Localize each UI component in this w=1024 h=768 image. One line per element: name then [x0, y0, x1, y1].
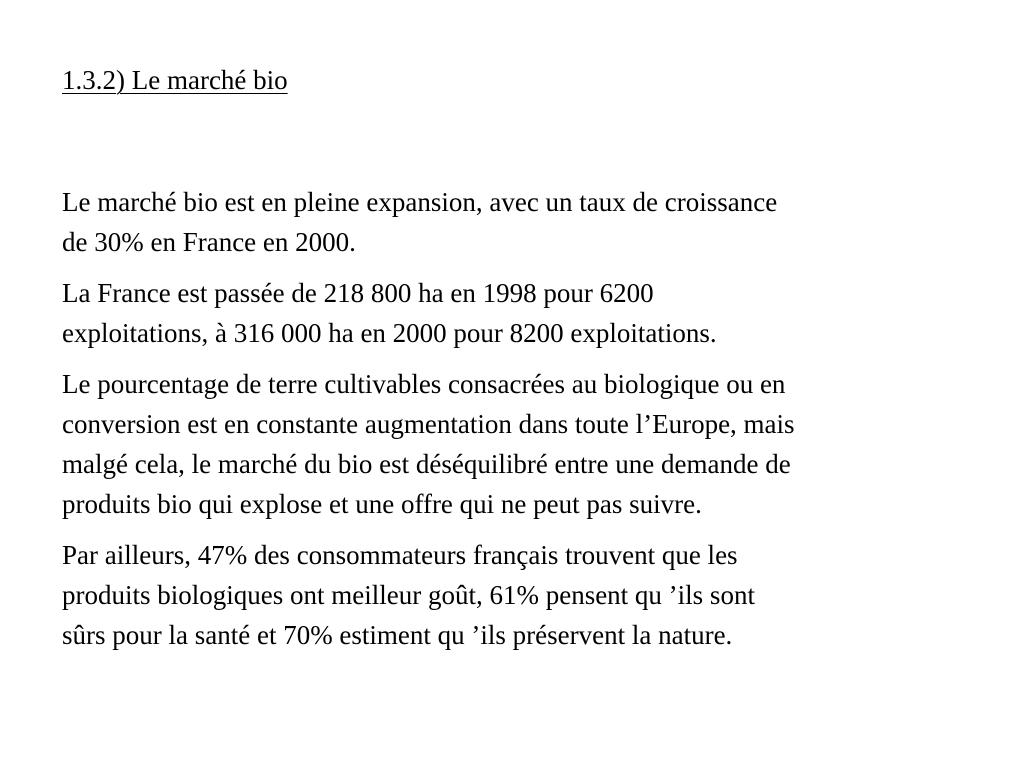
paragraph-consumer-opinion [62, 535, 1002, 655]
paragraph-line: Par ailleurs, 47% des consommateurs français trouvent que les [62, 540, 738, 570]
slide-body [62, 182, 1002, 666]
paragraph-line: La France est passée de 218 800 ha en 1998 pour 6200 [62, 278, 654, 308]
paragraph-line: malgé cela, le marché du bio est déséquilibré entre une demande de [62, 449, 791, 479]
paragraph-europe-imbalance [62, 364, 1002, 524]
paragraph-line: Le pourcentage de terre cultivables consacrées au biologique ou en [62, 369, 786, 399]
paragraph-line: produits biologiques ont meilleur goût, 61% pensent qu ’ils sont [62, 580, 755, 610]
paragraph-line: de 30% en France en 2000. [62, 227, 356, 257]
paragraph-line: exploitations, à 316 000 ha en 2000 pour 8200 exploitations. [62, 318, 717, 348]
paragraph-line: conversion est en constante augmentation dans toute l’Europe, mais [62, 409, 795, 439]
paragraph-line: sûrs pour la santé et 70% estiment qu ’ils préservent la nature. [62, 620, 733, 650]
paragraph-france-surface [62, 273, 1002, 353]
paragraph-market-growth [62, 182, 1002, 262]
paragraph-line: produits bio qui explose et une offre qui ne peut pas suivre. [62, 489, 702, 519]
paragraph-line: Le marché bio est en pleine expansion, avec un taux de croissance [62, 187, 778, 217]
section-heading: 1.3.2) Le marché bio [62, 65, 288, 95]
